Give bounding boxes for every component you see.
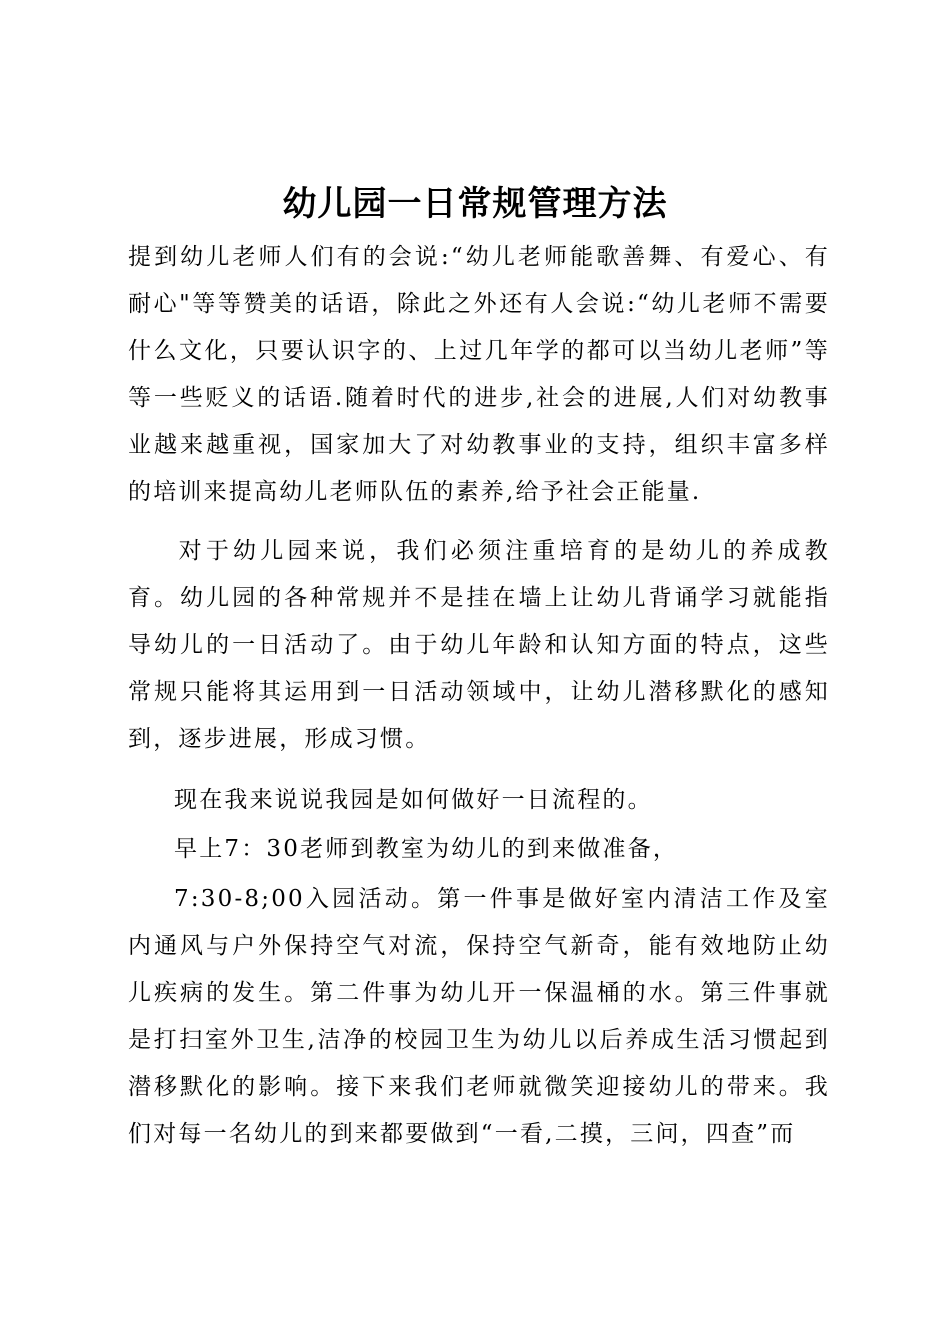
paragraph-arrival-activities: 7:30-8;00入园活动。第一件事是做好室内清洁工作及室内通风与户外保持空气对流，保持空气新奇，能有效地防止幼儿疾病的发生。第二件事为幼儿开一保温桶的水。第三件事就是打扫室外卫生,洁净的校园卫生为幼儿以后养成生活习惯起到潜移默化的影响。接下来我们老师就微笑迎接幼儿的带来。我们对每一名幼儿的到来都要做到“一看,二摸，三问，四查”而 [128,886,830,1147]
paragraph-morning-prep: 早上7：30老师到教室为幼儿的到来做准备， [174,836,679,862]
paragraph-daily-flow-intro: 现在我来说说我园是如何做好一日流程的。 [174,787,653,813]
document-title: 幼儿园一日常规管理方法 [282,184,668,224]
paragraph-intro: 提到幼儿老师人们有的会说:“幼儿老师能歌善舞、有爱心、有耐心"等等赞美的话语，除此之外还有人会说:“幼儿老师不需要什么文化，只要认识字的、上过几年学的都可以当幼儿老师”等等一些贬义的话语.随着时代的进步,社会的进展,人们对幼教事业越来越重视，国家加大了对幼教事业的支持，组织丰富多样的培训来提高幼儿老师队伍的素养,给予社会正能量. [128,244,830,505]
paragraph-habit-education: 对于幼儿园来说，我们必须注重培育的是幼儿的养成教育。幼儿园的各种常规并不是挂在墙上让幼儿背诵学习就能指导幼儿的一日活动了。由于幼儿年龄和认知方面的特点，这些常规只能将其运用到一日活动领域中，让幼儿潜移默化的感知到，逐步进展，形成习惯。 [128,538,830,752]
